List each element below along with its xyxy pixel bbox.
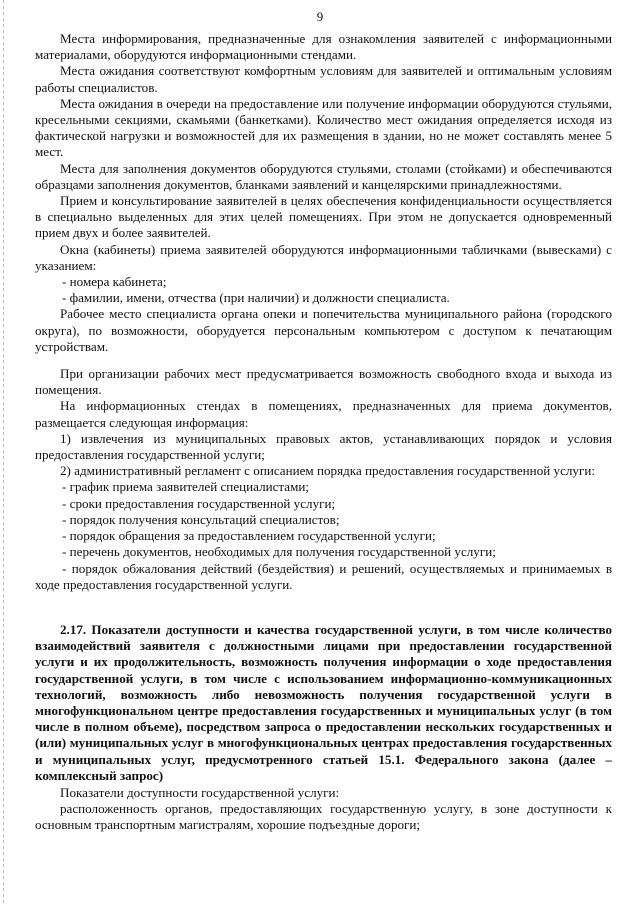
paragraph: На информационных стендах в помещениях, предназначенных для приема документов, размещается следующая информация: — [35, 398, 612, 430]
section-heading: 2.17. Показатели доступности и качества государственной услуги, в том числе количество взаимодействий заявителя с должностными лицами при предоставлении государственной услуги и их продолжительность, возможность получения информации о ходе предоставления государственной услуги, в том числе с использованием информационно-коммуникационных технологий, возможность либо невозможность получения государственной услуги в многофункциональном центре предоставления государственных и муниципальных услуг (в том числе в полном объеме), посредством запроса о предоставлении нескольких государственных и (или) муниципальных услуг в многофункциональных центрах предоставления государственных и муниципальных услуг, предусмотренного статьей 15.1. Федерального закона (далее – комплексный запрос) — [35, 621, 612, 783]
paragraph: расположенность органов, предоставляющих государственную услугу, в зоне доступности к основным транспортным магистралям, хорошие подъездные дороги; — [35, 801, 612, 833]
paragraph: Места ожидания в очереди на предоставление или получение информации оборудуются стульями, кресельными секциями, скамьями (банкетками). Количество мест ожидания определяется исходя из фактической нагрузки и возможностей для их размещения в здании, но не может составлять менее 5 мест. — [35, 95, 612, 160]
document-body — [35, 31, 612, 834]
paragraph: Окна (кабинеты) приема заявителей оборудуются информационными табличками (вывесками) с указанием: — [35, 241, 612, 273]
paragraph: Места для заполнения документов оборудуются стульями, столами (стойками) и обеспечиваются образцами заполнения документов, бланками заявлений и канцелярскими принадлежностями. — [35, 160, 612, 192]
paragraph: Показатели доступности государственной услуги: — [60, 784, 340, 800]
paragraph: 1) извлечения из муниципальных правовых актов, устанавливающих порядок и условия предоставления государственной услуги; — [35, 430, 612, 463]
list-item: - порядок обжалования действий (бездействия) и решений, осуществляемых и принимаемых в ходе предоставления государственной услуги. — [35, 560, 612, 592]
paragraph: 2) административный регламент с описанием порядка предоставления государственной услуги: — [60, 463, 595, 479]
list-item: - номера кабинета; — [62, 274, 167, 290]
paragraph: При организации рабочих мест предусматривается возможность свободного входа и выхода из помещения. — [35, 366, 612, 398]
paragraph: Прием и консультирование заявителей в целях обеспечения конфиденциальности осуществляется в специально выделенных для этих целей помещениях. При этом не допускается одновременный прием двух и более заявителей. — [35, 193, 612, 241]
list-item: - перечень документов, необходимых для получения государственной услуги; — [62, 544, 496, 560]
list-item: - фамилии, имени, отчества (при наличии) и должности специалиста. — [62, 290, 450, 306]
paragraph: Места ожидания соответствуют комфортным условиям для заявителей и оптимальным условиям работы специалистов. — [35, 63, 612, 95]
list-item: - порядок обращения за предоставлением государственной услуги; — [62, 528, 436, 544]
list-item: - сроки предоставления государственной услуги; — [62, 495, 336, 511]
list-item: - график приема заявителей специалистами; — [62, 479, 310, 495]
margin-rule — [3, 0, 4, 905]
page-number: 9 — [316, 9, 324, 24]
list-item: - порядок получения консультаций специалистов; — [62, 511, 340, 527]
paragraph: Места информирования, предназначенные для ознакомления заявителей с информационными материалами, оборудуются информационными стендами. — [35, 31, 612, 63]
paragraph: Рабочее место специалиста органа опеки и попечительства муниципального района (городского округа), по возможности, оборудуется персональным компьютером с доступом к печатающим устройствам. — [35, 306, 612, 354]
